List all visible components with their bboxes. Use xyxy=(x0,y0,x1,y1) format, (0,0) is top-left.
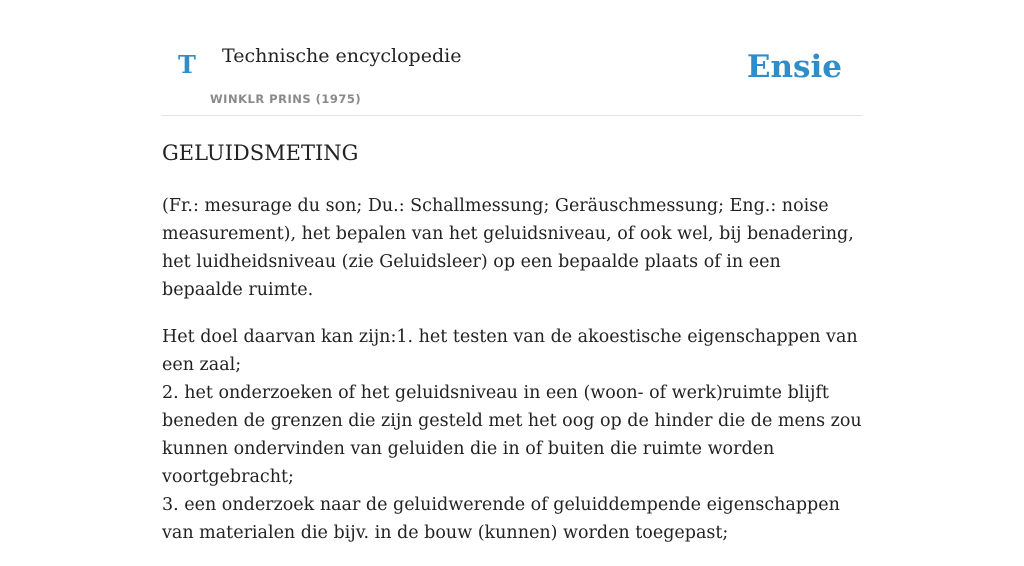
brand-logo-link[interactable]: Ensie xyxy=(746,49,842,85)
page xyxy=(162,0,862,543)
site-logo-icon[interactable]: T xyxy=(178,50,196,79)
article-purpose-paragraph xyxy=(162,323,864,547)
article-body xyxy=(162,192,864,566)
purpose-line-2: 2. het onderzoeken of het geluidsniveau in een (woon- of werk)ruimte blijft beneden de grenzen die zijn gesteld met het oog op de hinder die de mens zou kunnen ondervinden van geluiden die in of buiten die ruimte worden voortgebracht; xyxy=(162,383,862,487)
site-subtitle: WINKLR PRINS (1975) xyxy=(210,92,362,106)
purpose-line-3: 3. een onderzoek naar de geluidwerende of geluiddempende eigenschappen van materialen die bijv. in de bouw (kunnen) worden toegepast; xyxy=(162,495,840,543)
site-title[interactable]: Technische encyclopedie xyxy=(222,45,462,67)
article-title: GELUIDSMETING xyxy=(162,141,359,165)
article-intro-paragraph: (Fr.: mesurage du son; Du.: Schallmessung; Geräuschmessung; Eng.: noise measurement), het bepalen van het geluidsniveau, of ook wel, bij benadering, het luidheidsniveau (zie Geluidsleer) op een bepaalde plaats of in een bepaalde ruimte. xyxy=(162,196,854,300)
purpose-line-1: Het doel daarvan kan zijn:1. het testen van de akoestische eigenschappen van een zaal; xyxy=(162,327,858,375)
site-header xyxy=(162,0,862,116)
